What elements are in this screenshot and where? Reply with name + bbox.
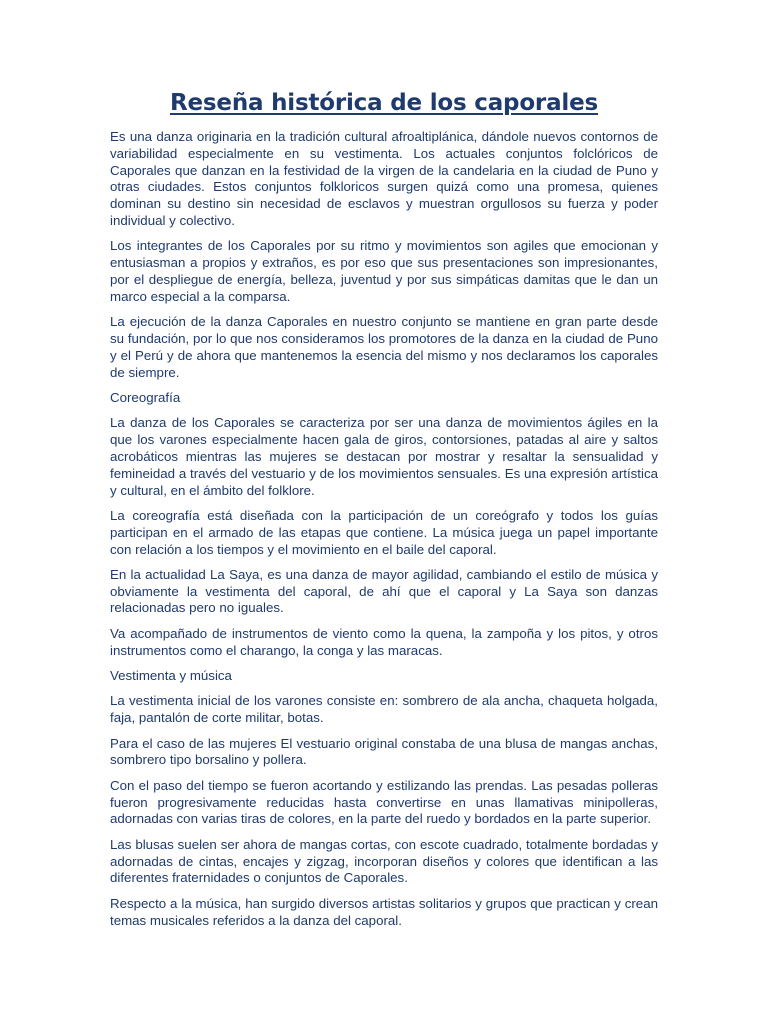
section-heading-vestimenta: Vestimenta y música [110,668,232,684]
paragraph-polleras: Con el paso del tiempo se fueron acortando y estilizando las prendas. Las pesadas polleras fueron progresivamente reducidas hasta convertirse en unas llamativas minipolleras, adornadas con varias tiras de colores, en la parte del ruedo y bordados en la parte superior. [110,777,658,827]
paragraph-vestimenta-mujeres: Para el caso de las mujeres El vestuario original constaba de una blusa de mangas anchas, sombrero tipo borsalino y pollera. [110,735,658,768]
paragraph-musica: Respecto a la música, han surgido diversos artistas solitarios y grupos que practican y crean temas musicales referidos a la danza del caporal. [110,895,658,928]
document-title: Reseña histórica de los caporales [170,90,598,116]
paragraph-saya: En la actualidad La Saya, es una danza de mayor agilidad, cambiando el estilo de música y obviamente la vestimenta del caporal, de ahí que el caporal y La Saya son danzas relacionadas pero no iguales. [110,566,658,616]
paragraph-vestimenta-varones: La vestimenta inicial de los varones consiste en: sombrero de ala ancha, chaqueta holgada, faja, pantalón de corte militar, botas. [110,693,658,726]
paragraph-blusas: Las blusas suelen ser ahora de mangas cortas, con escote cuadrado, totalmente bordadas y adornadas de cintas, encajes y zigzag, incorporan diseños y colores que identifican a las diferentes fraternidades o conjuntos de Caporales. [110,836,658,886]
section-heading-coreografia: Coreografía [110,389,181,405]
paragraph-danza-caporales: La danza de los Caporales se caracteriza por ser una danza de movimientos ágiles en la que los varones especialmente hacen gala de giros, contorsiones, patadas al aire y saltos acrobáticos mientras las mujeres se destacan por mostrar y resaltar la sensualidad y femineidad a través del vestuario y de los movimientos sensuales. Es una expresión artística y cultural, en el ámbito del folklore. [110,415,658,498]
paragraph-intro: Es una danza originaria en la tradición cultural afroaltiplánica, dándole nuevos contornos de variabilidad especialmente en su vestimenta. Los actuales conjuntos folclóricos de Caporales que danzan en la festividad de la virgen de la candelaria en la ciudad de Puno y otras ciudades. Estos conjuntos folkloricos surgen quizá como una promesa, quienes dominan su destino sin necesidad de esclavos y muestran orgullosos su fuerza y poder individual y colectivo. [110,129,658,228]
document-page [110,88,658,938]
paragraph-coreografia: La coreografía está diseñada con la participación de un coreógrafo y todos los guías participan en el armado de las etapas que contiene. La música juega un papel importante con relación a los tiempos y el movimiento en el baile del caporal. [110,507,658,557]
paragraph-integrantes: Los integrantes de los Caporales por su ritmo y movimientos son agiles que emocionan y entusiasman a propios y extraños, es por eso que sus presentaciones son impresionantes, por el despliegue de energía, belleza, juventud y por sus simpáticas damitas que le dan un marco especial a la comparsa. [110,238,658,304]
paragraph-ejecucion: La ejecución de la danza Caporales en nuestro conjunto se mantiene en gran parte desde su fundación, por lo que nos consideramos los promotores de la danza en la ciudad de Puno y el Perú y de ahora que mantenemos la esencia del mismo y nos declaramos los caporales de siempre. [110,314,658,380]
paragraph-instrumentos: Va acompañado de instrumentos de viento como la quena, la zampoña y los pitos, y otros instrumentos como el charango, la conga y las maracas. [110,625,658,658]
